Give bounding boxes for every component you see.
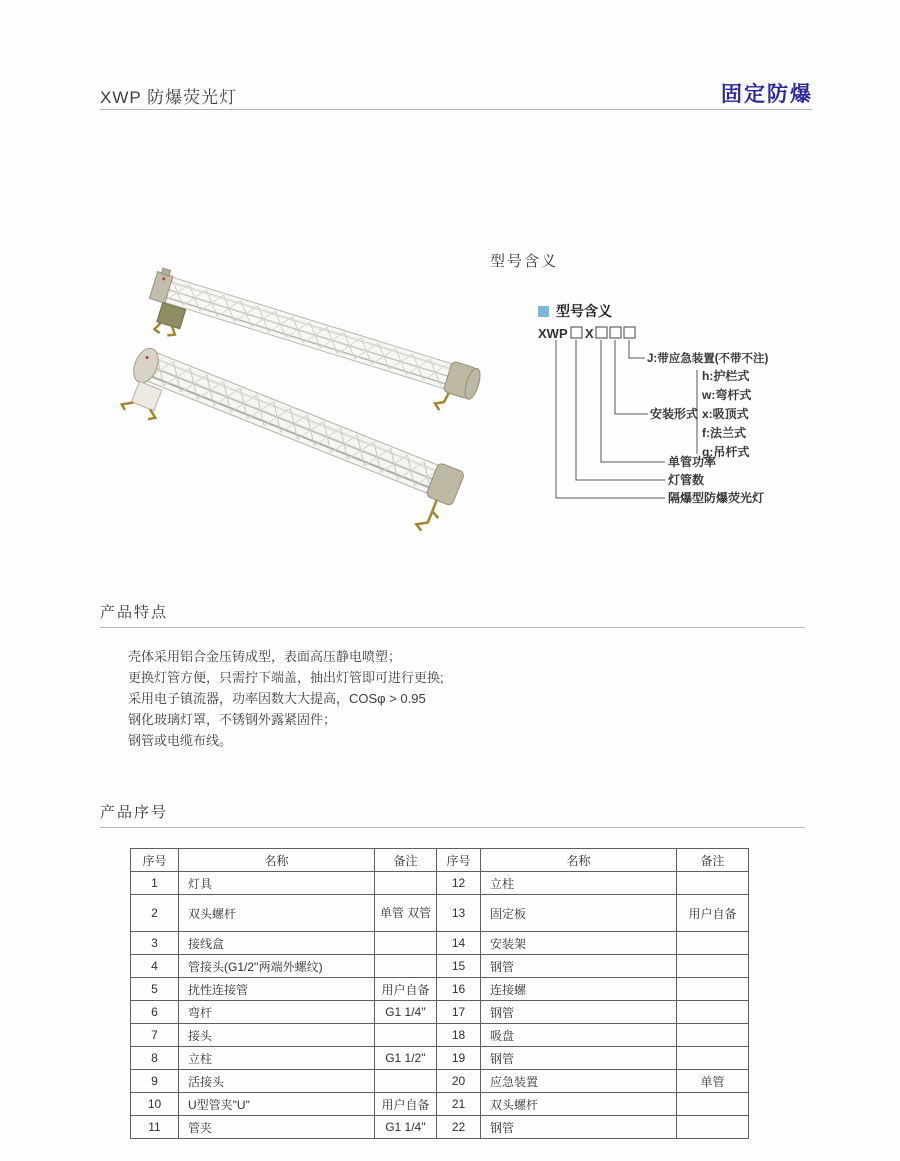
cell-note <box>677 1116 749 1139</box>
table-header-row <box>131 849 749 872</box>
table-row <box>131 1001 749 1024</box>
cell-name: 弯杆 <box>179 1001 375 1024</box>
table-row <box>131 1093 749 1116</box>
cell-note: 用户自备 <box>375 1093 437 1116</box>
cell-seq: 7 <box>131 1024 179 1047</box>
cell-note: G1 1/4'' <box>375 1001 437 1024</box>
table-row <box>131 1070 749 1093</box>
features-list <box>128 646 444 751</box>
cell-name: 立柱 <box>481 872 677 895</box>
cell-seq: 16 <box>437 978 481 1001</box>
parts-table <box>130 848 749 1139</box>
legend-mount-option: g:吊杆式 <box>702 445 750 459</box>
cell-seq: 17 <box>437 1001 481 1024</box>
legend-mount-option: x:吸顶式 <box>702 407 749 421</box>
cell-seq: 2 <box>131 895 179 932</box>
feature-line: 采用电子镇流器，功率因数大大提高，COSφ > 0.95 <box>128 691 426 706</box>
cell-name: 钢管 <box>481 1001 677 1024</box>
cell-seq: 14 <box>437 932 481 955</box>
cell-note <box>677 1024 749 1047</box>
feature-line: 钢化玻璃灯罩，不锈钢外露紧固件； <box>128 712 337 727</box>
cell-name: 钢管 <box>481 955 677 978</box>
legend-mount-label: 安装形式 <box>650 407 699 421</box>
parts-divider <box>100 827 805 828</box>
cell-name: 固定板 <box>481 895 677 932</box>
feature-line: 钢管或电缆布线。 <box>128 733 233 748</box>
legend-tube-count: 灯管数 <box>668 473 705 487</box>
cell-seq: 15 <box>437 955 481 978</box>
model-code-x: X <box>585 326 594 341</box>
table-row <box>131 978 749 1001</box>
cell-note <box>677 932 749 955</box>
cell-seq: 11 <box>131 1116 179 1139</box>
cell-seq: 5 <box>131 978 179 1001</box>
model-code-prefix: XWP <box>538 326 568 341</box>
category-title: 固定防爆 <box>721 83 813 106</box>
table-row <box>131 1047 749 1070</box>
cell-name: 立柱 <box>179 1047 375 1070</box>
cell-note: 单管 <box>677 1070 749 1093</box>
header-divider <box>100 109 812 110</box>
cell-name: U型管夹"U" <box>179 1093 375 1116</box>
cell-seq: 6 <box>131 1001 179 1024</box>
cell-name: 应急装置 <box>481 1070 677 1093</box>
cell-seq: 20 <box>437 1070 481 1093</box>
model-meaning-label: 型号含义 <box>490 253 559 270</box>
product-photo <box>95 245 495 545</box>
cell-note <box>677 1047 749 1070</box>
col-header: 备注 <box>677 849 749 872</box>
cell-note <box>375 955 437 978</box>
legend-emergency: J:带应急装置(不带不注) <box>647 353 769 365</box>
feature-line: 壳体采用铝合金压铸成型，表面高压静电喷塑； <box>128 649 402 664</box>
legend-mount-option: f:法兰式 <box>702 426 746 440</box>
cell-seq: 21 <box>437 1093 481 1116</box>
legend-base-type: 隔爆型防爆荧光灯 <box>668 491 765 505</box>
cell-name: 管接头(G1/2''两端外螺纹) <box>179 955 375 978</box>
cell-seq: 8 <box>131 1047 179 1070</box>
col-header: 序号 <box>437 849 481 872</box>
feature-line: 更换灯管方便，只需拧下端盖，抽出灯管即可进行更换; <box>128 670 444 685</box>
code-box-2 <box>596 327 607 338</box>
cell-name: 双头螺杆 <box>179 895 375 932</box>
cell-seq: 9 <box>131 1070 179 1093</box>
cell-note <box>677 978 749 1001</box>
cell-note <box>375 1070 437 1093</box>
cell-note <box>677 955 749 978</box>
cell-note: 用户自备 <box>375 978 437 1001</box>
cell-seq: 22 <box>437 1116 481 1139</box>
cell-name: 安装架 <box>481 932 677 955</box>
cell-note: G1 1/4'' <box>375 1116 437 1139</box>
cell-note <box>677 1001 749 1024</box>
bullet-square-icon <box>538 306 549 317</box>
cell-seq: 3 <box>131 932 179 955</box>
features-heading: 产品特点 <box>100 604 169 621</box>
cell-name: 灯具 <box>179 872 375 895</box>
col-header: 名称 <box>481 849 677 872</box>
cell-note: 单管 双管 <box>375 895 437 932</box>
cell-note: 用户自备 <box>677 895 749 932</box>
table-row <box>131 932 749 955</box>
code-box-1 <box>571 327 582 338</box>
parts-heading: 产品序号 <box>100 804 169 821</box>
code-box-3 <box>610 327 621 338</box>
cell-name: 接头 <box>179 1024 375 1047</box>
cell-note <box>677 1093 749 1116</box>
cell-note <box>677 872 749 895</box>
cell-seq: 18 <box>437 1024 481 1047</box>
cell-name: 双头螺杆 <box>481 1093 677 1116</box>
lamp-top <box>141 267 484 428</box>
cell-name: 活接头 <box>179 1070 375 1093</box>
cell-name: 管夹 <box>179 1116 375 1139</box>
cell-name: 钢管 <box>481 1116 677 1139</box>
model-meaning-subtitle: 型号含义 <box>556 303 612 319</box>
cell-name: 吸盘 <box>481 1024 677 1047</box>
legend-mount-option: h:护栏式 <box>702 369 750 383</box>
cell-note <box>375 1024 437 1047</box>
col-header: 序号 <box>131 849 179 872</box>
cell-name: 钢管 <box>481 1047 677 1070</box>
page-title: XWP 防爆荧光灯 <box>100 88 238 107</box>
table-row <box>131 955 749 978</box>
model-meaning-diagram <box>530 296 800 516</box>
features-divider <box>100 627 805 628</box>
col-header: 名称 <box>179 849 375 872</box>
cell-name: 连接螺 <box>481 978 677 1001</box>
cell-seq: 12 <box>437 872 481 895</box>
cell-note: G1 1/2'' <box>375 1047 437 1070</box>
cell-seq: 19 <box>437 1047 481 1070</box>
cell-seq: 10 <box>131 1093 179 1116</box>
table-row <box>131 872 749 895</box>
cell-note <box>375 872 437 895</box>
cell-seq: 13 <box>437 895 481 932</box>
table-row <box>131 1116 749 1139</box>
cell-name: 接线盒 <box>179 932 375 955</box>
col-header: 备注 <box>375 849 437 872</box>
legend-mount-option: w:弯杆式 <box>702 388 752 402</box>
legend-single-power: 单管功率 <box>668 455 717 469</box>
table-row <box>131 895 749 932</box>
cell-seq: 1 <box>131 872 179 895</box>
table-row <box>131 1024 749 1047</box>
code-box-4 <box>624 327 635 338</box>
cell-seq: 4 <box>131 955 179 978</box>
cell-note <box>375 932 437 955</box>
cell-name: 扰性连接管 <box>179 978 375 1001</box>
